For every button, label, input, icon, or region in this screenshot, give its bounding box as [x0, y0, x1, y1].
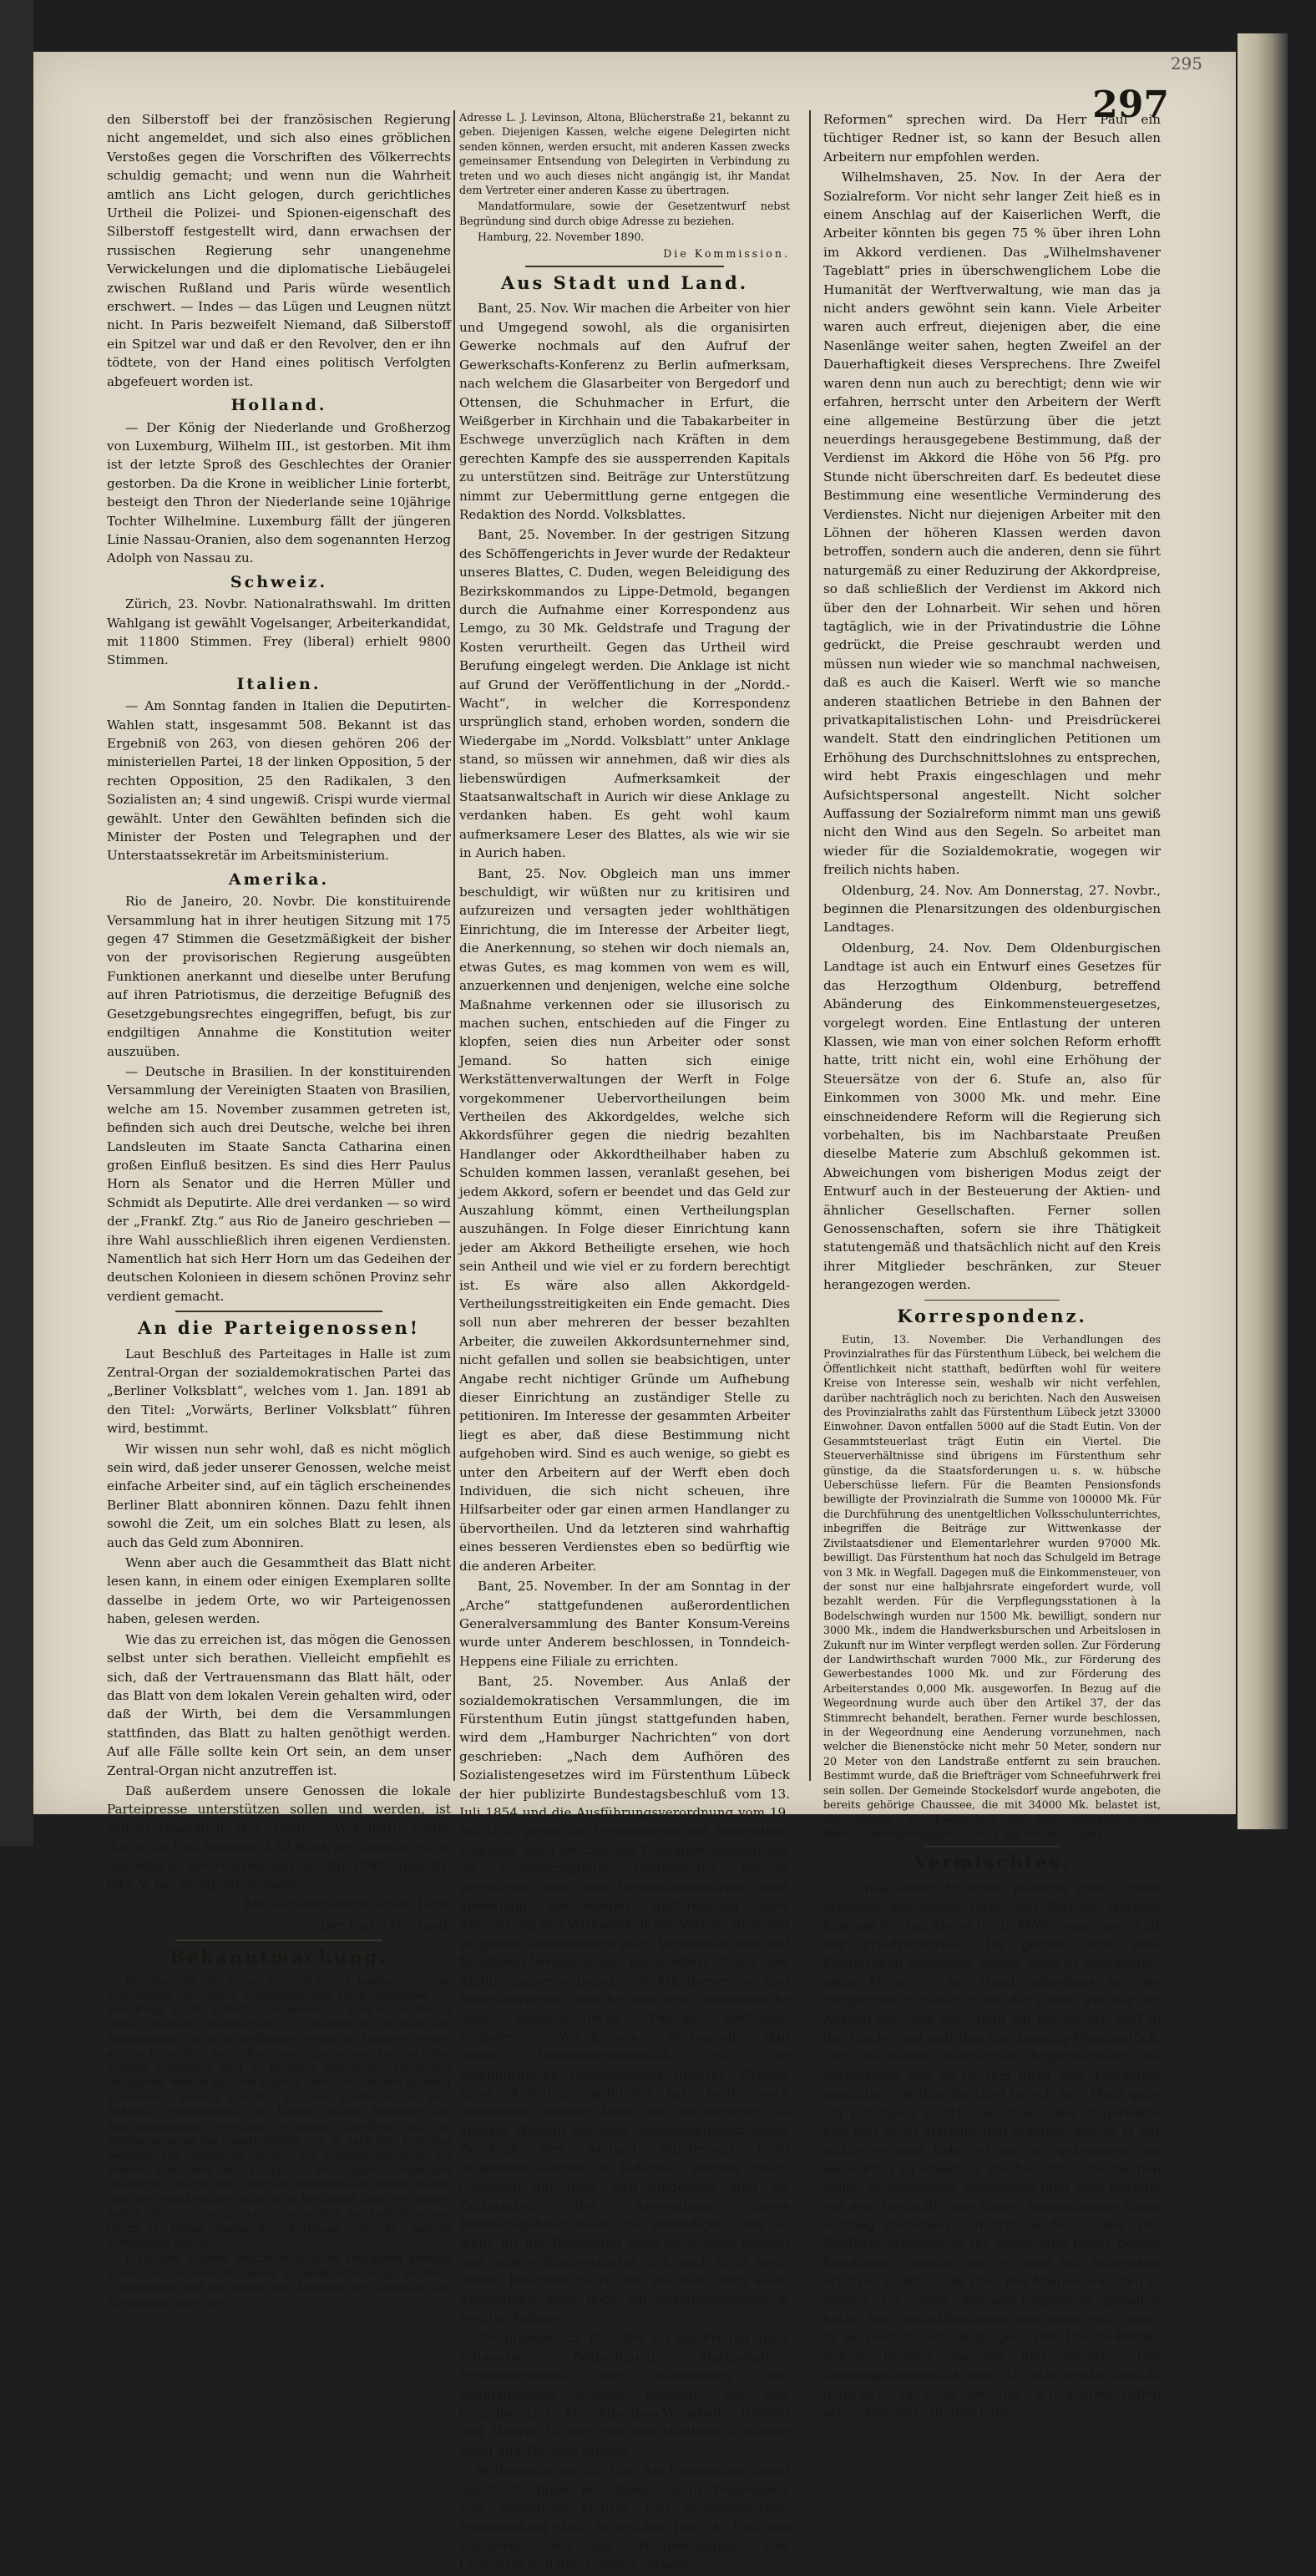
notice-date: Hamburg, 22. November 1890. [478, 231, 645, 244]
article-paragraph: Wilhelmshaven, 25. Nov. In der Aera der Sozialreform. Vor nicht sehr langer Zeit hieß es in einem Anschlag auf der Kaiserlichen Werft, die Arbeiter könnten bis gegen 75 % über ihren Lohn im Akkord verdienen. Das „Wilhelmshavener Tageblatt“ pries in überschwenglichem Lobe die Humanität der Werftverwaltung, wie man das ja nicht anders gewöhnt sein kann. Viele Arbeiter waren auch erfreut, diejenigen aber, die eine Nasenlänge weiter sahen, hegten Zweifel an der Dauerhaftigkeit dieses Versprechens. Ihre Zweifel waren denn nun auch zu berechtigt; denn wie wir erfahren, herrscht unter den Arbeitern der Werft eine allgemeine Bestürzung über die jetzt neuerdings herausgegebene Bestimmung, daß der Verdienst im Akkord die Höhe von 56 Pfg. pro Stunde nicht überschreiten darf. Es bedeutet diese Bestimmung eine wesentliche Verminderung des Verdienstes. Nicht nur diejenigen Arbeiter mit den Löhnen der höheren Klassen werden davon betroffen, sondern auch die anderen, denn sie führt naturgemäß zu einer Reduzirung der Akkordpreise, so daß schließlich der Verdienst im Akkord nich über den der Lohnarbeit. Wir sehen und hören tagtäglich, wie in der Privatindustrie die Löhne gedrückt, die Preise geschraubt werden und müssen nun wieder wie so manchmal nachweisen, daß es auch die Kaiserl. Werft wie so manche anderen staatlichen Betriebe in den Bahnen der privatkapitalistischen Lohn- und Preisdrückerei wandelt. Statt den eindringlichen Petitionen um Erhöhung des Durchschnittslohnes zu entsprechen, wird hebt Praxis eingeschlagen und mehr Aufsichtspersonal angestellt. Nicht solcher Auffassung der Sozialreform nimmt man uns gewiß nicht den Wind aus den Segeln. So arbeitet man wieder für die Sozialdemokratie, wogegen wir freilich nichts haben. [823, 170, 1161, 878]
corner-mark: 295 [1170, 53, 1202, 74]
section-heading-korrespondenz: Korrespondenz. [897, 1305, 1087, 1326]
newspaper-page [33, 52, 1236, 2573]
section-heading-italien: Italien. [236, 674, 321, 693]
article-paragraph: — Am Sonntag fanden in Italien die Deputirten-Wahlen statt, insgesammt 508. Bekannt ist das Ergebniß von 263, von diesen gehören 206 der ministeriellen Partei, 18 der linken Opposition, 5 der rechten Opposition, 25 den Radikalen, 3 den Sozialisten an; 4 sind ungewiß. Crispi wurde viermal gewählt. Unter den Gewählten befinden sich die Minister der Posten und Telegraphen und der Unterstaatssekretär im Arbeitsministerium. [107, 698, 451, 864]
column-3 [823, 110, 1161, 2423]
article-paragraph: Bant, 25. Nov. Obgleich man uns immer beschuldigt, wir wüßten nur zu kritisiren und aufzureizen und versagten jeder wohlthätigen Einrichtung, die im Interesse der Arbeiter liegt, die Anerkennung, so stehen wir doch niemals an, etwas Gutes, es mag kommen von wem es will, anzuerkennen und denjenigen, welche eine solche Maßnahme verkennen oder sie illusorisch zu machen suchen, entschieden auf die Finger zu klopfen, seien dies nun Arbeiter oder sonst Jemand. So hatten sich einige Werkstättenverwaltungen der Werft in Folge vorgekommener Uebervortheilungen beim Vertheilen des Akkordgeldes, welche sich Akkordsführer gegen die niedrig bezahlten Handlanger oder Akkordtheilhaber haben zu Schulden kommen lassen, veranlaßt gesehen, bei jedem Akkord, sofern er beendet und das Geld zur Auszahlung kömmt, einen Vertheilungsplan auszuhängen. In Folge dieser Einrichtung kann jeder am Akkord Betheiligte ersehen, wie hoch sein Antheil und wie viel er zu fordern berechtigt ist. Es wäre also allen Akkordgeld-Vertheilungsstreitigkeiten ein Ende gemacht. Dies soll nun aber mehreren der besser bezahlten Arbeiter, die zuweilen Akkordsunternehmer sind, nicht gefallen und sollen sie beabsichtigen, unter Angabe recht nichtiger Gründe um Aufhebung dieser Einrichtung an zuständiger Stelle zu petitioniren. Im Interesse der gesammten Arbeiter liegt es aber, daß diese Bestimmung nicht aufgehoben wird. Sind es auch wenige, so giebt es unter den Arbeitern auf der Werft eben doch Individuen, die sich nicht scheuen, ihre Hilfsarbeiter oder gar einen armen Handlanger zu übervortheilen. Und da letzteren sind wahrhaftig eines besseren Verdienstes eben so bedürftig wie die anderen Arbeiter. [459, 865, 790, 1574]
column-rule [809, 110, 811, 1781]
signature: Der Partei-Vorstand. [320, 1917, 451, 1933]
article-paragraph: — Was einem Millionär passiren kann. Einem Millionär aus einem Vorort des Berliner Westens kam am Freitag Abend in ein Möbelwaarengeschäft der Friedrichstraße. Da gerade sehr viele Käuferinnen anwesend waren, blieb er bescheiden, seine Mütze in der Hand, allerdings bei der Eingangsthür stehen. Einer der Chefs, welcher der Ansicht war, daß der Mann ein Bettler sei, griff in die Tasche und gab ihm ein Zwanzig-Pfennigstück. Der Beschenkte betrachtete kopfschüttelnd das Nickelstück und es ist ihm nicht zum Fortgehen ansichtig, rief ihm der Chef barsch zu: „Mehr gebe ich prinzipiell nicht!“ Darob war der Angeredete nun erst recht erstaunt und erklärte, daß er ja gar nichts verlangt habe; er sei nur gekommen, um seine Frau zu erwarten, die hier Einkäufe machen wolle. In demselben Augenblick hielt eine Kutsche vor dem Geschäft, eine ältere, feingekleidete Dame entstieg derselben und trat in den Laden. Der Kaufherr erkannte in ihr sofort eine feiner besten Kundinnen, welche, wie er jetzt mit Schrecken erfahren mußte — die Frau des Mannes war, den er soeben für einen Almosen-Empfänger gehalten hatte. Der Geschäftsinhaber erschöpfte sich sofort in tausend Entschuldigungen. Der Pseudo-Bettler jedoch lächelte darüber und meinte: „Das Zwanzigpfennigstück gebe ich nicht wieder zurück, denn es ist das erste Geld, das ich in meinem Leben als — Almosen erhalten habe.“ [823, 1880, 1161, 2420]
article-paragraph: Wie das zu erreichen ist, das mögen die Genossen selbst unter sich berathen. Vielleicht empfiehlt es sich, daß der Vertrauensmann das Blatt hält, oder das Blatt von dem lokalen Verein gehalten wird, oder daß der Wirth, bei dem die Versammlungen stattfinden, das Blatt zu halten genöthigt werden. Auf alle Fälle sollte kein Ort sein, an dem unser Zentral-Organ nicht anzutreffen ist. [107, 1631, 451, 1778]
section-heading-amerika: Amerika. [228, 870, 330, 889]
notice-paragraph: Der Kongreß der freien und auf Grund landesrechtlicher Vorschriften errichteten Hilfskassen tritt am 8. Dezember cr., Vormittags 9 Uhr, in Berlin zusammen. Er wird abgehalten in „Mais' Festsäle“, Büffetstraße 22; daselbst ist zugleich der Sammelpunkt für die eintreffenden Delegirten. Letztere werden an den Bahnhöfen durch Komiteemitglieder, welche eine rothe Schleife erkennlich sind, in Empfang genommen. Diejenigen Delegirten, welche auf dem Lehrter oder Schlesischen Bahnhof ankommen, werden ersucht, mit der Stadtbahn bis zum Bahnhof Friedrichstraße zu fahren. Sollten Delegirte das Empfangskomitee verfehlen, so mögen dieselben sich zur Empfangsnahme des Quartierbillets u. s. w. nach dem Festlokal begeben. Die Delegirten erhalten als Erkennungszeichen ein grünes Bändchen im Knopfloch zu tragen. Diejenigen Delegirten, welche kein Quartier nachgewiesen haben wollen, oder die irgend welche Wünsche in Bezug auf Quartiere haben, wollen dies rechtzeitig dem Vorsitzenden des Lokalkomitees, Herrn H. Röske, Berlin SO., Kottbuser Ufer 62, hiervon Mittheilung machen. [107, 1974, 451, 2249]
divider [175, 1940, 382, 1941]
article-paragraph: Rio de Janeiro, 20. Novbr. Die konstituirende Versammlung hat in ihrer heutigen Sitzung mit 175 gegen 47 Stimmen die Gesetzmäßigkeit der bisher von der provisorischen Regierung ausgeübten Funktionen anerkannt und dieselbe unter Berufung auf ihren Patriotismus, die derzeitige Befugniß des Gesetzgebungsrechtes eingegriffen, befugt, bis zur endgiltigen Annahme die Konstitution weiter auszuüben. [107, 894, 451, 1059]
article-paragraph: Wir wissen nun sehr wohl, daß es nicht möglich sein wird, daß jeder unserer Genossen, welche meist einfache Arbeiter sind, auf ein täglich erscheinendes Berliner Blatt abonniren können. Dazu fehlt ihnen sowohl die Zeit, um ein solches Blatt zu lesen, als auch das Geld zum Abonniren. [107, 1441, 451, 1550]
article-paragraph: Oldenburg, 24. Nov. Am Donnerstag, 27. Novbr., beginnen die Plenarsitzungen des oldenburgischen Landtages. [823, 882, 1161, 936]
section-heading-schweiz: Schweiz. [230, 572, 328, 591]
article-paragraph: Neubremen, 23. Nov. Bei der am Freitag unter schwacher Betheiligung stattgehabten Ergänzungswahl von Mitgliedern zum Schulausschuß wurden gewählt: von den Grundbesitzern Maschinenbau-Vorarbeiter Ihlefeld und Maurer Richter, von den Miethern Schlosser Stehl und Tischler Ripken. [459, 2330, 790, 2458]
article-paragraph: Daß außerdem unsere Genossen die lokale Parteipresse unterstützen sollen und werden, ist selbstverständlich. Das „Berliner Volksblatt“ kostet durch die Post bezogen 3,30 Mark pro Quartal, es ist dasselbe in der Postzeitungsliste für 1890 unter Nr. 892, V. Nachtrag, eingetragen. [107, 1782, 451, 1892]
section-heading-stadt-und-land: Aus Stadt und Land. [500, 272, 749, 294]
divider [525, 266, 724, 267]
article-paragraph: Eutin, 13. November. Die Verhandlungen des Provinzialrathes für das Fürstenthum Lübeck, bei welchem die Öffentlichkeit nicht statthaft, bedürften wohl für weitere Kreise von Interesse sein, weshalb wir nicht verfehlen, darüber nachträglich noch zu berichten. Nach den Ausweisen des Provinzialraths zahlt das Fürstenthum Lübeck jetzt 33000 Einwohner. Davon entfallen 5000 auf die Stadt Eutin. Von der Gesammtsteuerlast trägt Eutin ein Viertel. Die Steuerverhältnisse sind übrigens im Fürstenthum sehr günstige, da die Staatsforderungen u. s. w. hübsche Ueberschüsse liefern. Für die Beamten Pensionsfonds bewilligte der Provinzialrath die Summe von 100000 Mk. Für die Durchführung des unentgeltlichen Volksschulunterrichtes, inbegriffen die Beiträge zur Wittwenkasse der Zivilstaatsdiener und Elementarlehrer wurden 97000 Mk. bewilligt. Das Fürstenthum hat noch das Schulgeld im Betrage von 3 Mk. in Wegfall. Dagegen muß die Einkommensteuer, von der sonst nur eine halbjahrsrate eingefordert wurde, voll bezahlt werden. Für die Verpflegungsstationen à la Bodelschwingh wurden nur 1500 Mk. bewilligt, sondern nur 3000 Mk., indem die Handwerksburschen und Arbeitslosen in Zukunft nur im Winter verpflegt werden sollen. Zur Förderung der Landwirthschaft wurden 7000 Mk., zur Förderung des Gewerbestandes 1000 Mk. und zur Förderung des Arbeiterstandes 0,000 Mk. ausgeworfen. In Bezug auf die Wegeordnung wurde auch über den Artikel 37, der das Stimmrecht behandelt, berathen. Ferner wurde beschlossen, in der Wegeordnung eine Aenderung vorzunehmen, nach welcher die Bienenstöcke nicht mehr 50 Meter, sondern nur 20 Meter von den Landstraße entfernt zu sein brauchen. Bestimmt wurde, daß die Briefträger vom Schneefuhrwerk frei sein sollen. Der Gemeinde Stockelsdorf wurde angeboten, die bereits gehörige Chaussee, die mit 34000 Mk. belastet ist, abzunehmen. In Abwesenheit des Regierungspräsidenten führte Oberregierungsrath Möck die Verhandlungen. [823, 1333, 1161, 1840]
notice-paragraph: Diejenigen Kassen, welche noch keine Delegirten gewählt haben, werden ersucht, dieses nunmehr schleunigst die Wahl vorzunehmen und die Namen und Adressen der Gewählten der Kommission unter der [107, 2252, 451, 2309]
article-paragraph: Bant, 25. November. In der am Sonntag in der „Arche“ stattgefundenen außerordentlichen Generalversammlung des Banter Konsum-Vereins wurde unter Anderem beschlossen, in Tonndeich-Heppens eine Filiale zu errichten. [459, 1579, 790, 1669]
section-heading-holland: Holland. [230, 396, 327, 415]
article-paragraph: Reformen“ sprechen wird. Da Herr Paul ein tüchtiger Redner ist, so kann der Besuch allen Arbeitern nur empfohlen werden. [823, 112, 1161, 165]
divider [175, 1311, 382, 1312]
article-paragraph: Wenn aber auch die Gesammtheit das Blatt nicht lesen kann, in einem oder einigen Exemplaren sollte dasselbe in jedem Orte, wo wir Parteigenossen haben, gelesen werden. [107, 1555, 451, 1627]
article-paragraph: den Silberstoff bei der französischen Regierung nicht angemeldet, und sich also eines gröblichen Verstoßes gegen die Vorschriften des Völkerrechts schuldig gemacht; und wenn nun die Wahrheit amtlich ans Licht gelogen, durch gerichtliches Urtheil die Polizei- und Spionen-eigenschaft des Silberstoff festgestellt wird, dann erwachsen der russischen Regierung sehr unangenehme Verwickelungen und die diplomatische Liebäugelei zwischen Rußland und Paris würde wesentlich erschwert. — Indes — das Lügen und Leugnen nützt nicht. In Paris bezweifelt Niemand, daß Silberstoff ein Spitzel war und daß er den Revolver, den er ihn tödtete, von der Hand eines politisch Verfolgten abgefeuert worden ist. [107, 112, 451, 389]
article-paragraph: Oldenburg, 24. Nov. Dem Oldenburgischen Landtage ist auch ein Entwurf eines Gesetzes für das Herzogthum Oldenburg, betreffend Abänderung des Einkommensteuergesetzes, vorgelegt worden. Eine Entlastung der unteren Klassen, wie man von einer solchen Reform erhofft hatte, tritt nicht ein, wohl eine Erhöhung der Steuersätze von der 6. Stufe an, also für Einkommen von 3000 Mk. und mehr. Eine einschneidendere Reform will die Regierung sich vorbehalten, bis im Nachbarstaate Preußen dieselbe Materie zum Abschluß gekommen ist. Abweichungen vom bisherigen Modus zeigt der Entwurf auch in der Besteuerung der Aktien- und ähnlicher Gesellschaften. Ferner sollen Genossenschaften, sofern sie ihre Thätigkeit statutengemäß und thatsächlich nicht auf den Kreis ihrer Mitglieder beschränken, zur Steuer herangezogen werden. [823, 940, 1161, 1293]
article-paragraph: Wilhelmshaven, 25. Nov. Am Donnerstag Abend um 8 Uhr findet bei Oldewurtel in Neuheppens eine öffentliche Maurer- und Bauhandwerker-Versammlung statt, in welcher Herr A. Paul aus Hannover über die „Nothwendigkeit, den Charakter und den Umfang sozialer [459, 2463, 790, 2573]
book-edge [1238, 33, 1288, 1829]
notice-signature: Die Kommission. [663, 246, 790, 260]
scan-left-border [0, 0, 33, 1846]
column-2 [459, 110, 790, 2576]
column-rule [453, 110, 455, 1781]
section-heading-vermischtes: Vermischtes. [914, 1852, 1071, 1874]
greeting: Mit sozialdemokratischem Gruß [244, 1897, 451, 1913]
column-1 [107, 110, 451, 2311]
notice-paragraph: Adresse L. J. Levinson, Altona, Blücherstraße 21, bekannt zu geben. Diejenigen Kassen, welche eigene Delegirten nicht senden können, werden ersucht, mit anderen Kassen zwecks gemeinsamer Entsendung von Delegirten in Verbindung zu treten und wo auch dieses nicht angängig ist, ihr Mandat dem Vertreter einer anderen Kasse zu übertragen. [459, 111, 790, 197]
page-number: 297 [1092, 84, 1169, 126]
article-paragraph: — Deutsche in Brasilien. In der konstituirenden Versammlung der Vereinigten Staaten von Brasilien, welche am 15. November zusammen getreten ist, befinden sich auch drei Deutsche, welche bei ihren Landsleuten im Staate Sancta Catharina einen großen Einfluß besitzen. Es sind dies Herr Paulus Horn als Senator und die Herren Müller und Schmidt als Deputirte. Alle drei verdanken — so wird der „Frankf. Ztg.“ aus Rio de Janeiro geschrieben — ihre Wahl ausschließlich ihren eigenen Verdiensten. Namentlich hat sich Herr Horn um das Gedeihen der deutschen Kolonieen in diesem schönen Provinz sehr verdient gemacht. [107, 1063, 451, 1304]
article-paragraph: Bant, 25. November. In der gestrigen Sitzung des Schöffengerichts in Jever wurde der Redakteur unseres Blattes, C. Duden, wegen Beleidigung des Bezirkskommandos zu Lippe-Detmold, begangen durch die Aufnahme einer Korrespondenz aus Lemgo, zu 30 Mk. Geldstrafe und Tragung der Kosten verurtheilt. Gegen das Urtheil wird Berufung eingelegt werden. Die Anklage ist nicht auf Grund der Veröffentlichung in der „Nordd.-Wacht“, in welcher die Korrespondenz ursprünglich stand, erhoben worden, sondern die Wiedergabe im „Nordd. Volksblatt“ unter Anklage stand, so müssen wir annehmen, daß wir dies als liebenswürdigen Aufmerksamkeit der Staatsanwaltschaft in Aurich wir diese Anklage zu verdanken haben. Es geht wohl kaum aufmerksamere Leser des Blattes, als wie wir sie in Aurich haben. [459, 527, 790, 861]
divider [924, 1846, 1060, 1847]
article-paragraph: Bant, 25. November. Aus Anlaß der sozialdemokratischen Versammlungen, die im Fürstenthum Eutin jüngst stattgefunden haben, wird dem „Hamburger Nachrichten“ von dort geschrieben: „Nach dem Aufhören des Sozialistengesetzes wird im Fürstenthum Lübeck der hier publizirte Bundestagsbeschluß vom 13. Juli 1854 und die Ausführungsverordnung vom 19. Juli 1855 gegen das Vereinswesen zur Anwendung kommen, nach welcher die Vorstände sämmtlicher im Großherzogthum bestehenden Vereine verpflichtet sind, den Ortspolizeibehörden nach dieserhalb geschehener Aufforderung über Einrichtung und Wirksamkeit der Vereine Auskunft zu geben, insbesondere auch Vereinsstatuten und Mitglieder-Verzeichnisse einzuliefern. Nach der Einführungsverordnung sind Arbeitervereine und Verbrüderungen, welche politische, sozialistische oder kommunistische Zwecke verfolgen, verboten.“ — Wir können nicht begreifen, daß dieser Bundestagsbeschluß, für die oldenburgische Gesetzgebung unseres Wissens keine Aufnahme gefunden hat, heute noch angewandt werden kann, um so weniger, als unseres Wissens vor dem Sozialistengesetz dieser Beschluß des weiland Bundestags nicht angewandt worden ist. Jedenfalls werden unsere Genossen gut thun, sich eingehend über die Zulässigkeit der Anwendung dieses Bundestagsbeschlusses zu erkundigen, um so mehr, als der Bundestag doch nicht mehr besteht und andere Bundesstaaten sich auch nicht mehr diesen Beschluß zu Nutzen machen, denn keine Anwendung wäre doch ein Sozialistengesetz in zweiter Auflage. [459, 1674, 790, 2325]
article-paragraph: — Der König der Niederlande und Großherzog von Luxemburg, Wilhelm III., ist gestorben. Mit ihm ist der letzte Sproß des Geschlechtes der Oranier gestorben. Da die Krone in weiblicher Linie forterbt, besteigt den Thron der Niederlande seine 10jährige Tochter Wilhelmine. Luxemburg fällt der jüngeren Linie Nassau-Oranien, also dem sogenannten Herzog Adolph von Nassau zu. [107, 419, 451, 566]
article-paragraph: Zürich, 23. Novbr. Nationalrathswahl. Im dritten Wahlgang ist gewählt Vogelsanger, Arbeiterkandidat, mit 11800 Stimmen. Frey (liberal) erhielt 9800 Stimmen. [107, 596, 451, 668]
notice-paragraph: Mandatformulare, sowie der Gesetzentwurf nebst Begründung sind durch obige Adresse zu beziehen. [459, 200, 790, 227]
article-paragraph: Bant, 25. Nov. Wir machen die Arbeiter von hier und Umgegend sowohl, als die organisirten Gewerke nochmals auf den Aufruf der Gewerkschafts-Konferenz zu Berlin aufmerksam, nach welchem die Glasarbeiter von Bergedorf und Ottensen, die Schuhmacher in Erfurt, die Weißgerber in Kirchhain und die Tabakarbeiter in Eschwege unverzüglich nach Kräften in dem gerechten Kampfe des sie aussperrenden Kapitals zu unterstützen sind. Beiträge zur Unterstützung nimmt zur Uebermittlung gerne entgegen die Redaktion des Nordd. Volksblattes. [459, 301, 790, 522]
divider [924, 1300, 1060, 1301]
section-heading-parteigenossen: An die Parteigenossen! [138, 1317, 420, 1339]
article-paragraph: Laut Beschluß des Parteitages in Halle ist zum Zentral-Organ der sozialdemokratischen Partei das „Berliner Volksblatt“, welches vom 1. Jan. 1891 ab den Titel: „Vorwärts, Berliner Volksblatt“ führen wird, bestimmt. [107, 1346, 451, 1437]
section-heading-bekanntmachung: Bekanntmachung. [170, 1946, 388, 1968]
